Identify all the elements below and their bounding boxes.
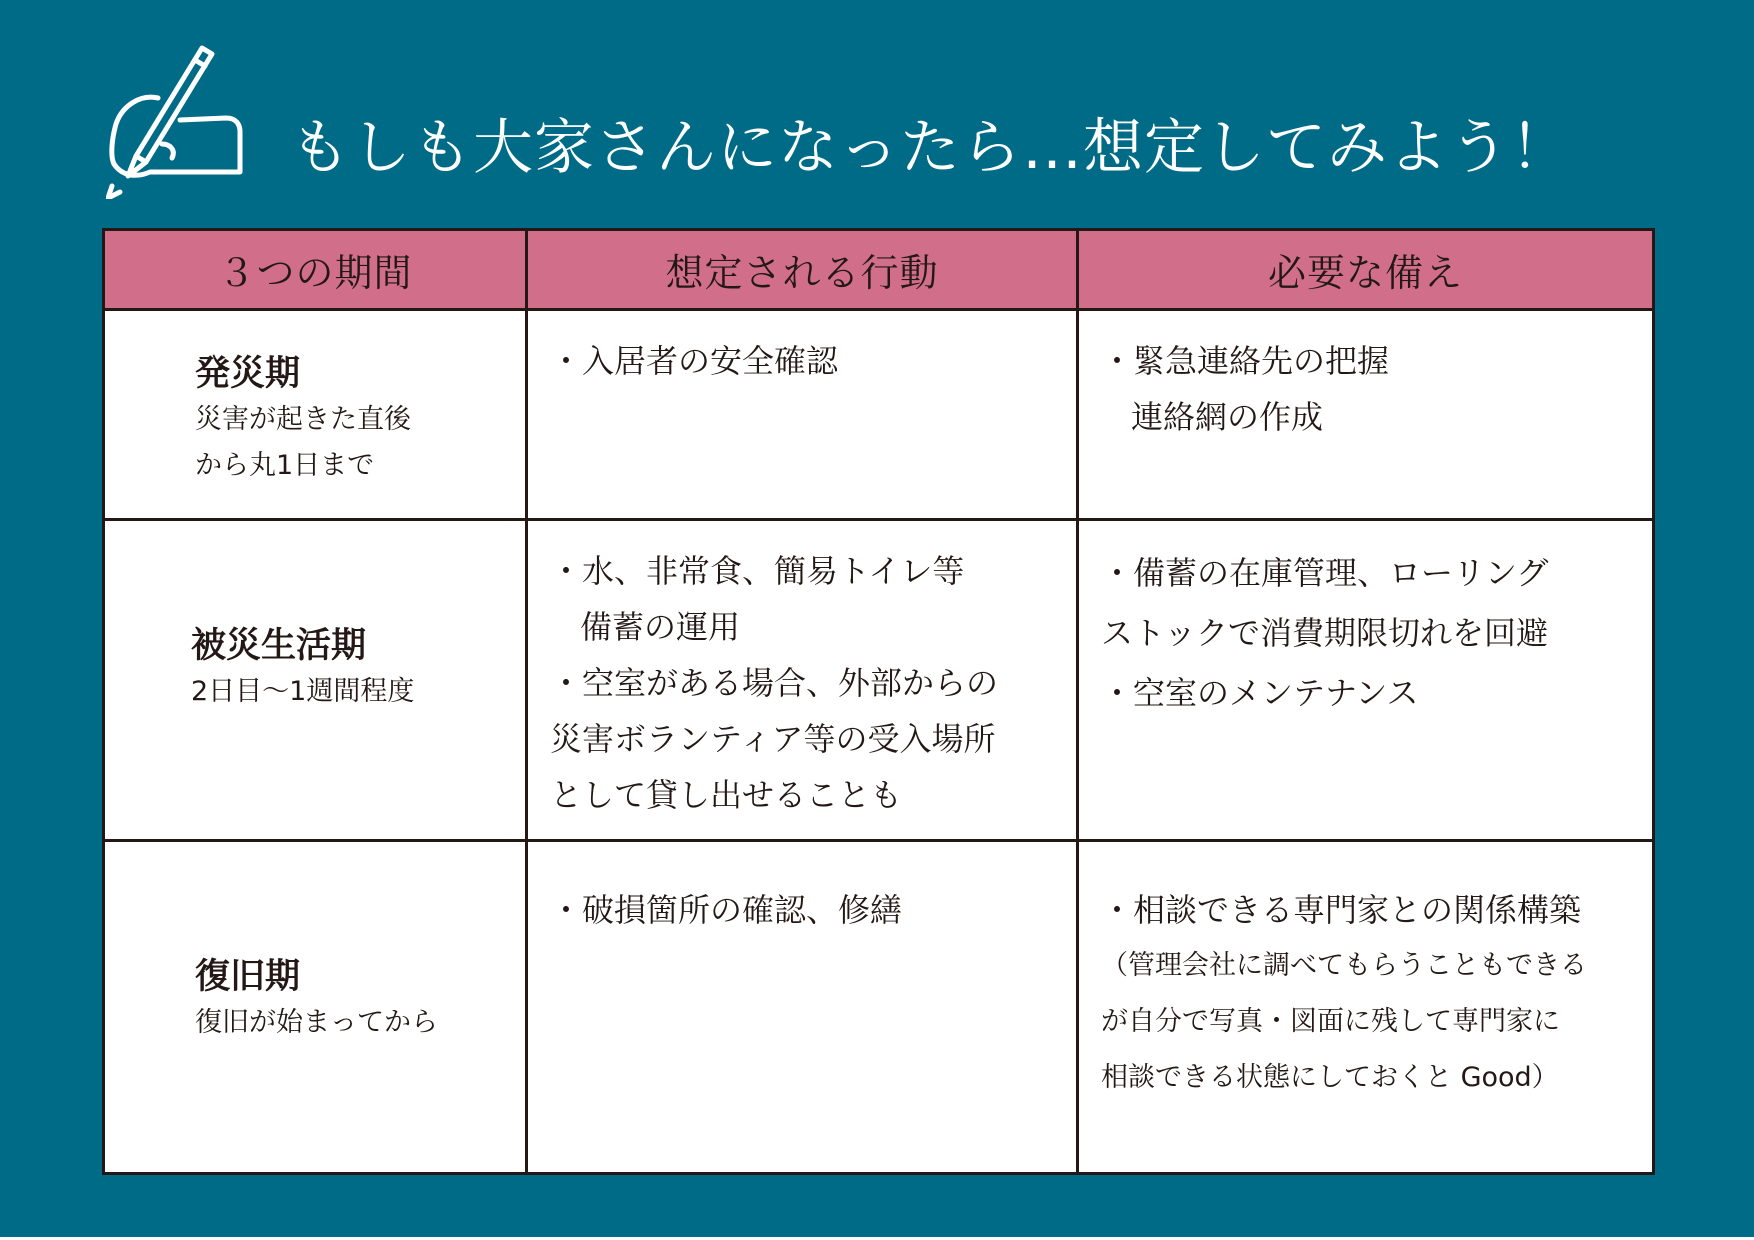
actions-cell <box>527 841 1078 1174</box>
action-line: ・水、非常食、簡易トイレ等 <box>550 552 965 590</box>
column-header-preparation: 必要な備え <box>1078 230 1654 310</box>
period-desc-line: から丸1日まで <box>195 450 375 481</box>
action-line: ・入居者の安全確認 <box>550 342 839 380</box>
period-cell <box>104 310 527 520</box>
prep-line: ストックで消費期限切れを回避 <box>1101 614 1549 652</box>
action-line: 備蓄の運用 <box>580 608 741 646</box>
period-desc-line: 災害が起きた直後 <box>195 404 411 435</box>
prep-note-line: が自分で写真・図面に残して専門家に <box>1101 1006 1560 1037</box>
page-title: もしも大家さんになったら…想定してみよう！ <box>290 113 1571 183</box>
prep-note-line: 相談できる状態にしておくと Good） <box>1101 1062 1559 1093</box>
disaster-plan-table <box>102 228 1655 1175</box>
column-header-period: ３つの期間 <box>104 230 527 310</box>
action-line: ・破損箇所の確認、修繕 <box>550 891 903 929</box>
pen-writing-hand-icon <box>106 44 256 199</box>
actions-cell <box>527 310 1078 520</box>
preparation-cell <box>1078 520 1654 841</box>
period-desc-line: 復旧が始まってから <box>195 1007 438 1038</box>
prep-line: ・空室のメンテナンス <box>1101 674 1419 712</box>
prep-line: ・備蓄の在庫管理、ローリング <box>1101 554 1549 592</box>
period-name: 復旧期 <box>195 957 301 997</box>
action-line: として貸し出せることも <box>550 776 903 814</box>
period-name: 発災期 <box>195 354 301 394</box>
action-line: ・空室がある場合、外部からの <box>550 664 999 702</box>
period-name: 被災生活期 <box>191 626 367 666</box>
period-desc-line: 2日目～1週間程度 <box>191 676 415 707</box>
column-header-actions: 想定される行動 <box>527 230 1078 310</box>
table-row <box>104 841 1654 1174</box>
prep-line: 連絡網の作成 <box>1131 398 1324 436</box>
prep-line: ・相談できる専門家との関係構築 <box>1101 891 1582 929</box>
preparation-cell <box>1078 841 1654 1174</box>
period-cell <box>104 520 527 841</box>
table-row <box>104 310 1654 520</box>
period-cell <box>104 841 527 1174</box>
preparation-cell <box>1078 310 1654 520</box>
actions-cell <box>527 520 1078 841</box>
action-line: 災害ボランティア等の受入場所 <box>550 720 996 758</box>
prep-line: ・緊急連絡先の把握 <box>1101 342 1390 380</box>
table-header-row <box>104 230 1654 310</box>
prep-note-line: （管理会社に調べてもらうこともできる <box>1101 950 1587 981</box>
table-row <box>104 520 1654 841</box>
